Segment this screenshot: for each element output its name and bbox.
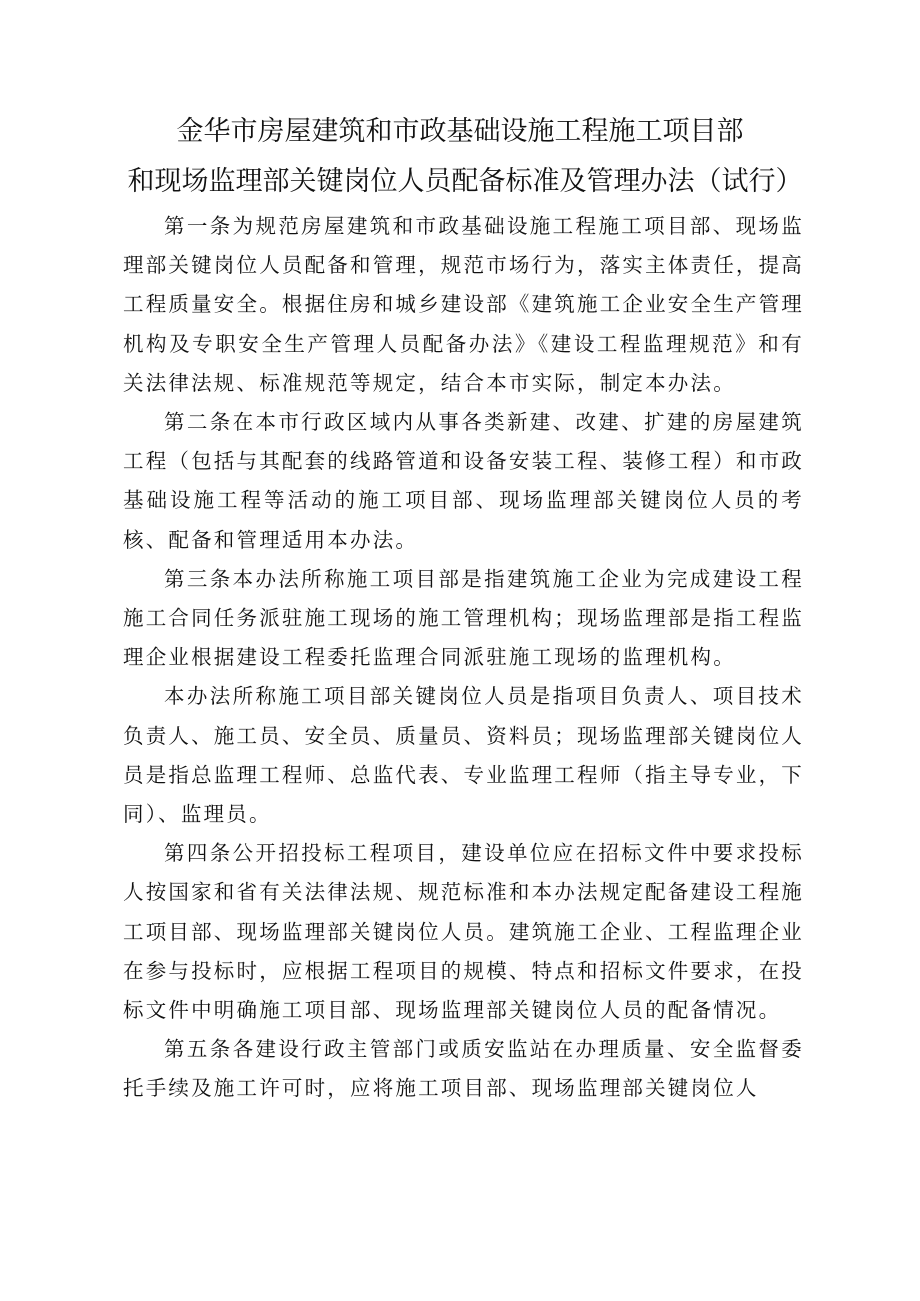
paragraph-article-2: 第二条在本市行政区域内从事各类新建、改建、扩建的房屋建筑工程（包括与其配套的线路管道和设备安装工程、装修工程）和市政基础设施工程等活动的施工项目部、现场监理部关键岗位人员的考核、配备和管理适用本办法。: [123, 410, 804, 552]
paragraph-article-5: 第五条各建设行政主管部门或质安监站在办理质量、安全监督委托手续及施工许可时，应将施工项目部、现场监理部关键岗位人: [123, 1037, 804, 1101]
paragraph-article-3: 第三条本办法所称施工项目部是指建筑施工企业为完成建设工程施工合同任务派驻施工现场的施工管理机构；现场监理部是指工程监理企业根据建设工程委托监理合同派驻施工现场的监理机构。: [123, 566, 804, 670]
paragraph-article-3-definition: 本办法所称施工项目部关键岗位人员是指项目负责人、项目技术负责人、施工员、安全员、质量员、资料员；现场监理部关键岗位人员是指总监理工程师、总监代表、专业监理工程师（指主导专业，下同）、监理员。: [123, 684, 804, 827]
title-line-1: 金华市房屋建筑和市政基础设施工程施工项目部: [176, 116, 744, 147]
title-line-2: 和现场监理部关键岗位人员配备标准及管理办法（试行）: [127, 166, 803, 197]
document-title: [0, 111, 920, 203]
paragraph-article-4: 第四条公开招投标工程项目，建设单位应在招标文件中要求投标人按国家和省有关法律法规、规范标准和本办法规定配备建设工程施工项目部、现场监理部关键岗位人员。建筑施工企业、工程监理企业在参与投标时，应根据工程项目的规模、特点和招标文件要求，在投标文件中明确施工项目部、现场监理部关键岗位人员的配备情况。: [123, 841, 804, 1023]
document-body: [123, 207, 804, 1109]
paragraph-article-1: 第一条为规范房屋建筑和市政基础设施工程施工项目部、现场监理部关键岗位人员配备和管理，规范市场行为，落实主体责任，提高工程质量安全。根据住房和城乡建设部《建筑施工企业安全生产管理机构及专职安全生产管理人员配备办法》《建设工程监理规范》和有关法律法规、标准规范等规定，结合本市实际，制定本办法。: [123, 214, 804, 395]
